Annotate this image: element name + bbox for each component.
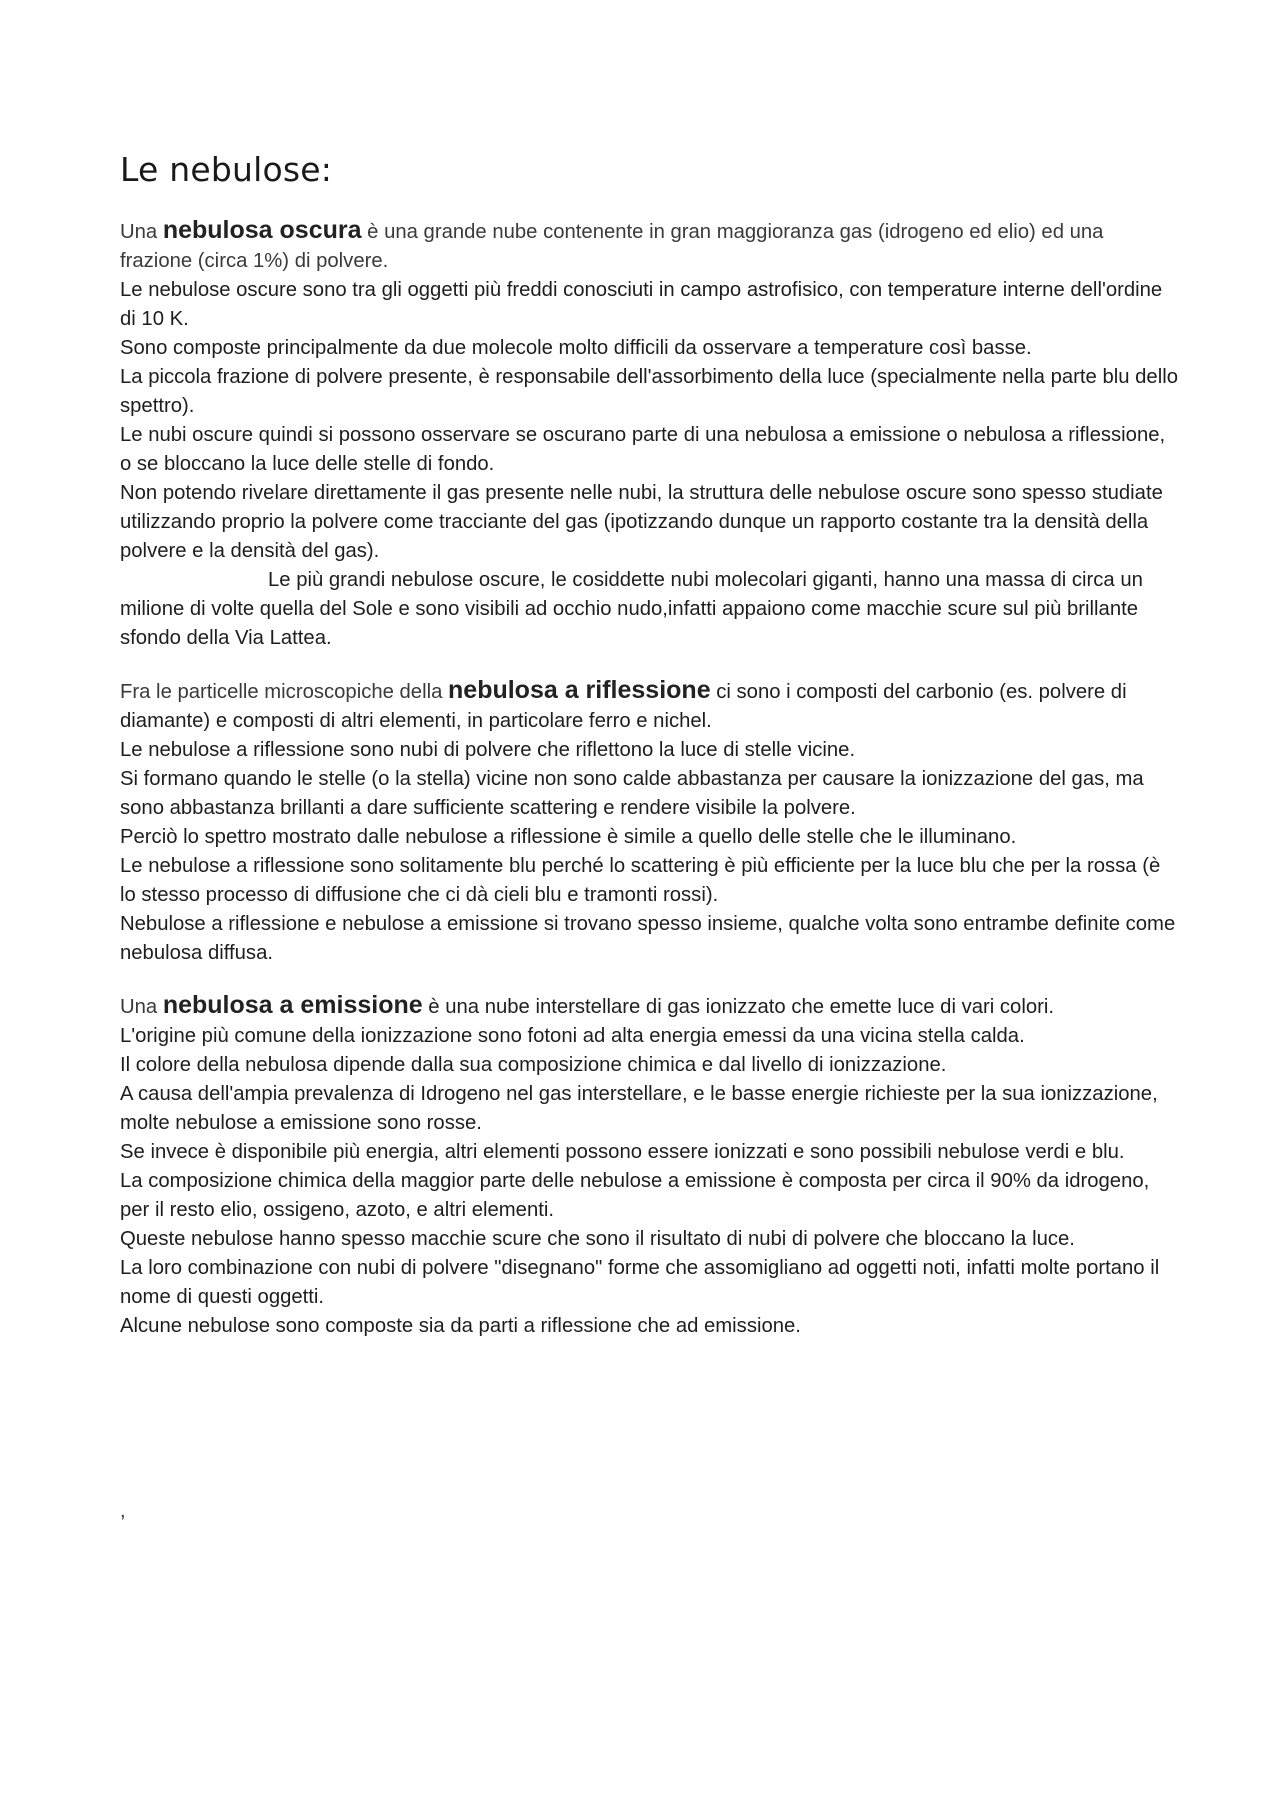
text-run: Fra le particelle microscopiche della [120,681,449,703]
paragraph: La piccola frazione di polvere presente, è responsabile dell'assorbimento della luce (specialmente nella parte blu dello spettro). [120,366,1179,417]
paragraph: Se invece è disponibile più energia, altri elementi possono essere ionizzati e sono possibili nebulose verdi e blu. [120,1141,1125,1163]
paragraph: Le nebulose oscure sono tra gli oggetti più freddi conosciuti in campo astrofisico, con temperature interne dell'ordine di 10 K. [120,279,1163,330]
paragraph [120,676,1180,736]
section-nebulosa-oscura [120,216,1180,653]
text-run: Una [120,996,163,1018]
paragraph: Non potendo rivelare direttamente il gas presente nelle nubi, la struttura delle nebulose oscure sono spesso studiate utilizzando proprio la polvere come tracciante del gas (ipotizzando dunque un rapporto costante tra la densità della polvere e la densità del gas). [120,482,1163,562]
text-run: Le più grandi nebulose oscure, le cosiddette nubi molecolari giganti, hanno una massa di circa un milione di volte quella del Sole e sono visibili ad occhio nudo,infatti appaiono come macchie scure sul più brillante sfondo della Via Lattea. [120,569,1143,649]
text-run: Una [120,221,163,243]
page-title: Le nebulose: [120,150,333,189]
paragraph: L'origine più comune della ionizzazione sono fotoni ad alta energia emessi da una vicina stella calda. [120,1025,1025,1047]
paragraph [120,216,1180,276]
key-term: nebulosa oscura [162,216,362,244]
text-run: è una nube interstellare di gas ionizzato che emette luce di vari colori. [422,996,1054,1018]
paragraph: A causa dell'ampia prevalenza di Idrogeno nel gas interstellare, e le basse energie richieste per la sua ionizzazione, molte nebulose a emissione sono rosse. [120,1083,1158,1134]
paragraph: La loro combinazione con nubi di polvere "disegnano" forme che assomigliano ad oggetti noti, infatti molte portano il nome di questi oggetti. [120,1257,1160,1308]
paragraph: Queste nebulose hanno spesso macchie scure che sono il risultato di nubi di polvere che bloccano la luce. [120,1228,1075,1250]
paragraph-gap [120,968,1180,991]
key-term: nebulosa a emissione [162,991,423,1019]
document-body [120,148,1180,1341]
paragraph: Nebulose a riflessione e nebulose a emissione si trovano spesso insieme, qualche volta sono entrambe definite come nebulosa diffusa. [120,913,1176,964]
paragraph: La composizione chimica della maggior parte delle nebulose a emissione è composta per circa il 90% da idrogeno, per il resto elio, ossigeno, azoto, e altri elementi. [120,1170,1150,1221]
key-term: nebulosa a riflessione [448,676,711,704]
paragraph-indented [120,566,1180,653]
paragraph [120,991,1180,1022]
paragraph: Le nebulose a riflessione sono solitamente blu perché lo scattering è più efficiente per la luce blu che per la rossa (è lo stesso processo di diffusione che ci dà cieli blu e tramonti rossi). [120,855,1161,906]
paragraph: Le nebulose a riflessione sono nubi di polvere che riflettono la luce di stelle vicine. [120,739,856,761]
paragraph: Le nubi oscure quindi si possono osservare se oscurano parte di una nebulosa a emissione o nebulosa a riflessione, o se bloccano la luce delle stelle di fondo. [120,424,1166,475]
paragraph: Alcune nebulose sono composte sia da parti a riflessione che ad emissione. [120,1315,801,1337]
paragraph: Perciò lo spettro mostrato dalle nebulose a riflessione è simile a quello delle stelle che le illuminano. [120,826,1017,848]
paragraph: Si formano quando le stelle (o la stella) vicine non sono calde abbastanza per causare la ionizzazione del gas, ma sono abbastanza brillanti a dare sufficiente scattering e rendere visibile la polvere. [120,768,1144,819]
paragraph: Il colore della nebulosa dipende dalla sua composizione chimica e dal livello di ionizzazione. [120,1054,947,1076]
text-run: ci sono i composti del carbonio (es. polvere di diamante) e composti di altri elementi, in particolare ferro e nichel. [120,681,1127,732]
stray-comma: , [120,1500,126,1522]
paragraph-gap [120,653,1180,676]
text-run: è una grande nube contenente in gran maggioranza gas (idrogeno ed elio) ed una frazione (circa 1%) di polvere. [120,221,1104,272]
section-nebulosa-riflessione [120,676,1180,968]
section-nebulosa-emissione [120,991,1180,1341]
paragraph: Sono composte principalmente da due molecole molto difficili da osservare a temperature così basse. [120,337,1032,359]
